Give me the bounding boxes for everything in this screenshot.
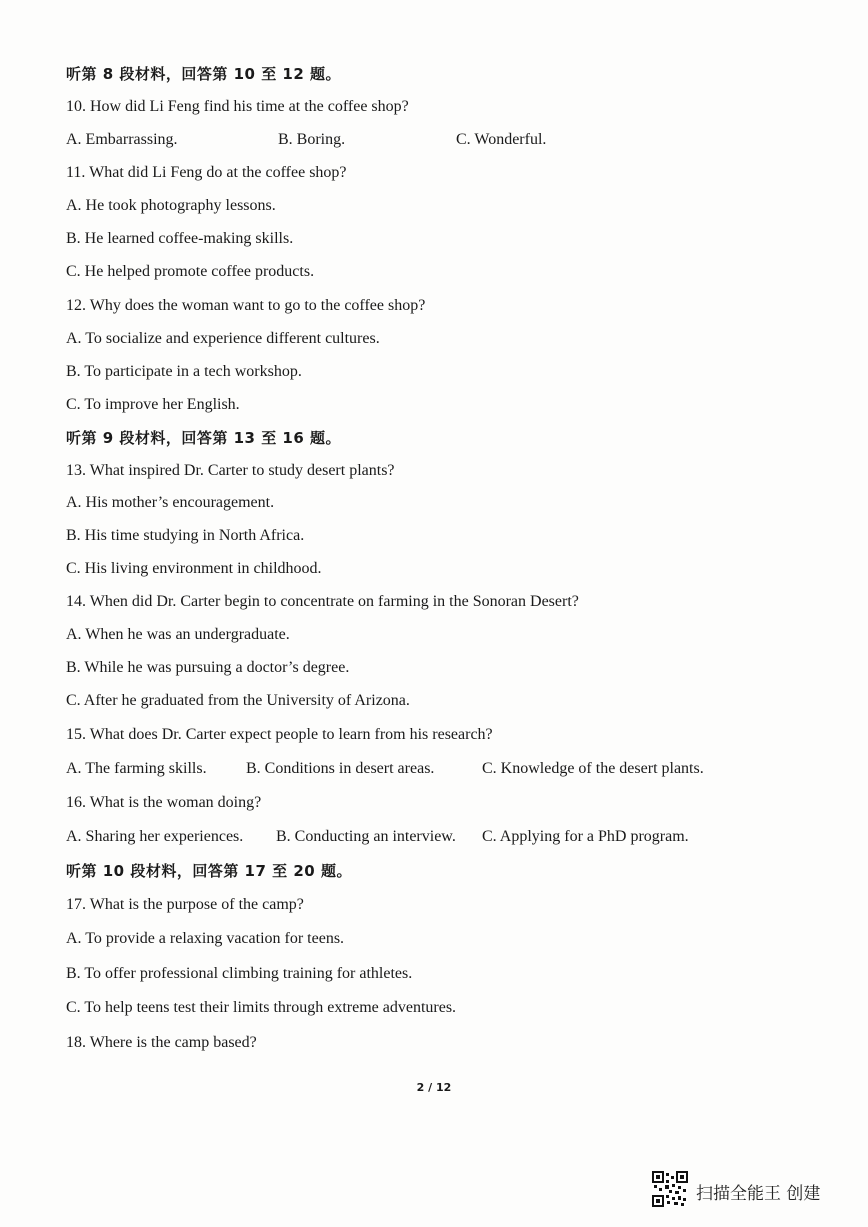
question-14: 14. When did Dr. Carter begin to concentrate on farming in the Sonoran Desert? bbox=[66, 593, 579, 610]
page-number: 2 / 12 bbox=[416, 1081, 452, 1094]
q12-option-c: C. To improve her English. bbox=[66, 396, 240, 413]
q10-option-a: A. Embarrassing. bbox=[66, 131, 178, 148]
question-13: 13. What inspired Dr. Carter to study desert plants? bbox=[66, 462, 395, 479]
q14-option-b: B. While he was pursuing a doctor’s degree. bbox=[66, 659, 350, 676]
q17-option-b: B. To offer professional climbing training for athletes. bbox=[66, 965, 413, 982]
q11-option-b: B. He learned coffee-making skills. bbox=[66, 230, 294, 247]
q15-option-a: A. The farming skills. bbox=[66, 760, 207, 777]
qr-code-icon bbox=[652, 1171, 688, 1207]
q13-option-c: C. His living environment in childhood. bbox=[66, 560, 322, 577]
q16-option-a: A. Sharing her experiences. bbox=[66, 828, 244, 845]
q17-option-a: A. To provide a relaxing vacation for teens. bbox=[66, 930, 345, 947]
q15-option-c: C. Knowledge of the desert plants. bbox=[482, 760, 704, 777]
q11-option-c: C. He helped promote coffee products. bbox=[66, 263, 315, 280]
q17-option-c: C. To help teens test their limits through extreme adventures. bbox=[66, 999, 457, 1016]
section-heading-9: 听第 9 段材料，回答第 13 至 16 题。 bbox=[66, 429, 342, 447]
question-17: 17. What is the purpose of the camp? bbox=[66, 896, 304, 913]
question-11: 11. What did Li Feng do at the coffee shop? bbox=[66, 164, 347, 181]
q13-option-b: B. His time studying in North Africa. bbox=[66, 527, 305, 544]
q10-option-c: C. Wonderful. bbox=[456, 131, 547, 148]
section-heading-10: 听第 10 段材料，回答第 17 至 20 题。 bbox=[66, 862, 352, 880]
q10-option-b: B. Boring. bbox=[278, 131, 346, 148]
question-12: 12. Why does the woman want to go to the coffee shop? bbox=[66, 297, 426, 314]
question-18: 18. Where is the camp based? bbox=[66, 1034, 257, 1051]
q16-option-b: B. Conducting an interview. bbox=[276, 828, 456, 845]
q13-option-a: A. His mother’s encouragement. bbox=[66, 494, 275, 511]
q11-option-a: A. He took photography lessons. bbox=[66, 197, 276, 214]
question-10: 10. How did Li Feng find his time at the coffee shop? bbox=[66, 98, 409, 115]
section-heading-8: 听第 8 段材料，回答第 10 至 12 题。 bbox=[66, 65, 342, 83]
q12-option-a: A. To socialize and experience different cultures. bbox=[66, 330, 380, 347]
q14-option-c: C. After he graduated from the University of Arizona. bbox=[66, 692, 410, 709]
scanner-watermark: 扫描全能王 创建 bbox=[696, 1184, 821, 1204]
q16-option-c: C. Applying for a PhD program. bbox=[482, 828, 689, 845]
q15-option-b: B. Conditions in desert areas. bbox=[246, 760, 435, 777]
question-15: 15. What does Dr. Carter expect people to learn from his research? bbox=[66, 726, 493, 743]
question-16: 16. What is the woman doing? bbox=[66, 794, 262, 811]
q12-option-b: B. To participate in a tech workshop. bbox=[66, 363, 302, 380]
q14-option-a: A. When he was an undergraduate. bbox=[66, 626, 290, 643]
